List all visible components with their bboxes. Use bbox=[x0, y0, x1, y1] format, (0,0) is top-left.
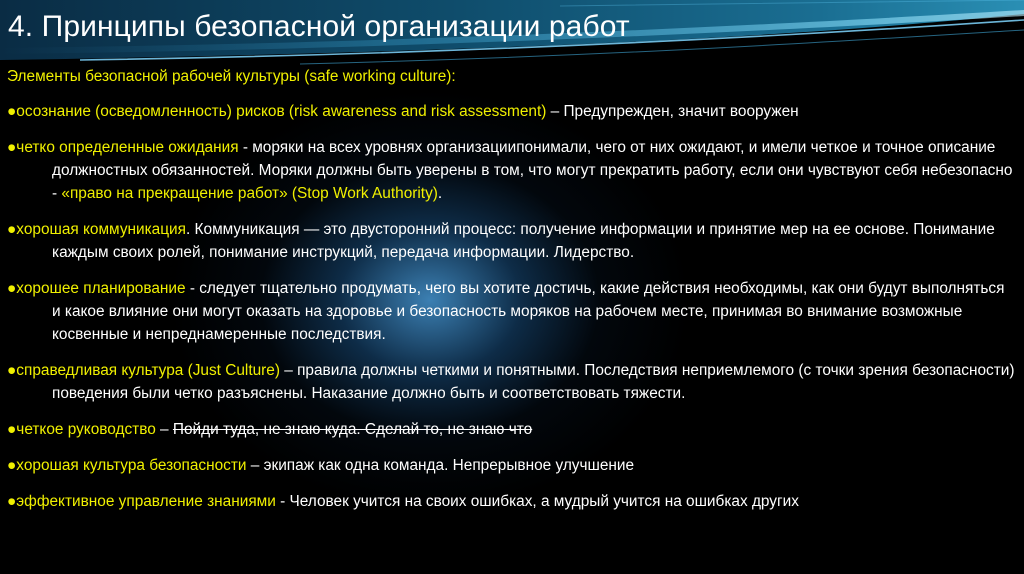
bullet-icon: ● bbox=[7, 457, 17, 474]
list-item-just-culture bbox=[7, 359, 1017, 405]
item-term: хорошая культура безопасности bbox=[16, 457, 247, 474]
struck-through-text: Пойди туда, не знаю куда. Сделай то, не знаю что bbox=[172, 421, 533, 438]
item-text: – Предупрежден, значит вооружен bbox=[546, 103, 799, 120]
list-item-knowledge-management bbox=[7, 490, 1017, 513]
list-item-risk-awareness bbox=[7, 100, 1017, 123]
item-text: . Коммуникация — это двусторонний процесс: получение информации и принятие мер на ее основе. Понимание каждым своих ролей, понимание инструкций, передача информации. Лидерство. bbox=[52, 221, 995, 261]
item-term: эффективное управление знаниями bbox=[16, 493, 276, 510]
bullet-icon: ● bbox=[7, 139, 17, 156]
item-term: четко определенные ожидания bbox=[16, 139, 239, 156]
item-term: четкое руководство bbox=[16, 421, 156, 438]
bullet-icon: ● bbox=[7, 362, 17, 379]
item-term: справедливая культура (Just Culture) bbox=[16, 362, 280, 379]
slide-title: 4. Принципы безопасной организации работ bbox=[8, 10, 630, 43]
item-text: – bbox=[155, 421, 173, 438]
bullet-icon: ● bbox=[7, 221, 17, 238]
item-term-stop-work-authority: «право на прекращение работ» (Stop Work Authority) bbox=[61, 185, 438, 202]
item-term: осознание (осведомленность) рисков (risk awareness and risk assessment) bbox=[16, 103, 547, 120]
list-item-good-communication bbox=[7, 218, 1017, 264]
bullet-icon: ● bbox=[7, 421, 17, 438]
item-text: - следует тщательно продумать, чего вы хотите достичь, какие действия необходимы, как они будут выполняться и какое влияние они могут оказать на здоровье и безопасность моряков на рабочем месте, принимая во внимание возможные косвенные и непреднамеренные последствия. bbox=[52, 280, 1005, 343]
list-item-good-planning bbox=[7, 277, 1017, 346]
list-item-clear-leadership bbox=[7, 418, 1017, 441]
list-item-clear-expectations bbox=[7, 136, 1017, 205]
bullet-icon: ● bbox=[7, 493, 17, 510]
item-text-end: . bbox=[437, 185, 443, 202]
bullet-icon: ● bbox=[7, 280, 17, 297]
item-term: хорошее планирование bbox=[16, 280, 186, 297]
slide-body bbox=[7, 65, 1017, 526]
item-text: – экипаж как одна команда. Непрерывное улучшение bbox=[246, 457, 635, 474]
list-item-safety-culture bbox=[7, 454, 1017, 477]
item-text: – правила должны четкими и понятными. Последствия неприемлемого (с точки зрения безопасности) поведения были четко разъяснены. Наказание должно быть и соответствовать тяжести. bbox=[52, 362, 1015, 402]
bullet-icon: ● bbox=[7, 103, 17, 120]
item-text: - моряки на всех уровнях организациипонимали, чего от них ожидают, и имели четкое и точное описание должностных обязанностей. Моряки должны быть уверены в том, что могут прекратить работу, если они чувствуют себя небезопасно - bbox=[52, 139, 1013, 202]
section-subtitle: Элементы безопасной рабочей культуры (safe working culture): bbox=[7, 68, 456, 85]
item-text: - Человек учится на своих ошибках, а мудрый учится на ошибках других bbox=[275, 493, 799, 510]
item-term: хорошая коммуникация bbox=[16, 221, 186, 238]
